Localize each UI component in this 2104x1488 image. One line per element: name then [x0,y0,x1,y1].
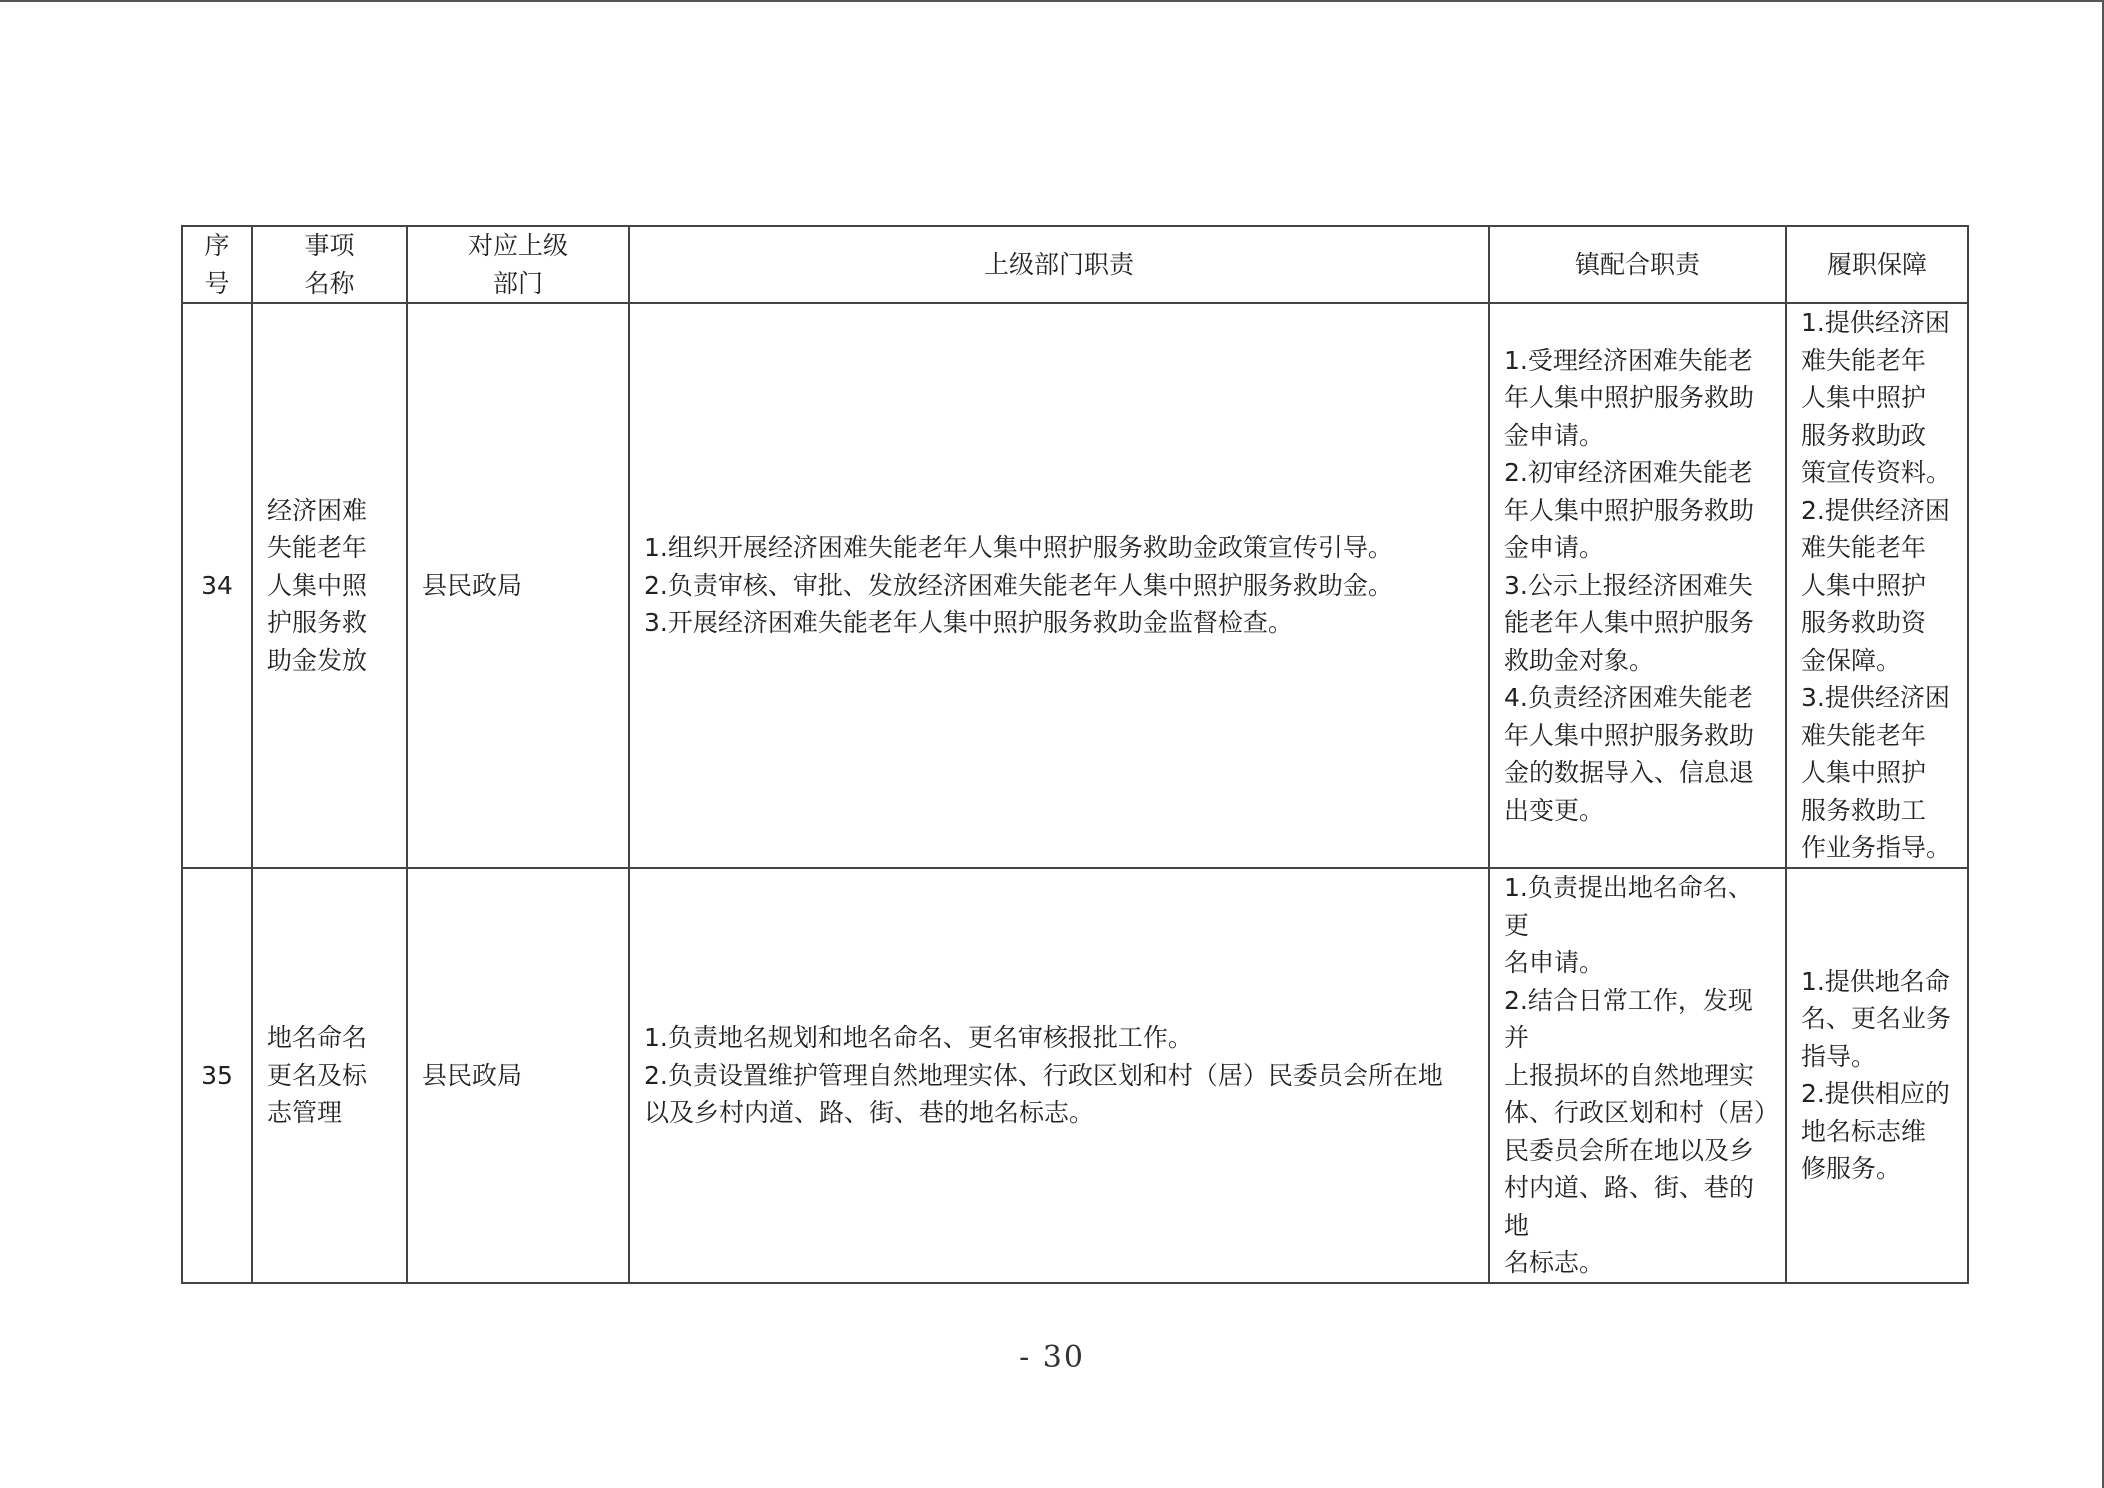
table-row [182,303,1968,868]
upper-duty-cell: 1.组织开展经济困难失能老年人集中照护服务救助金政策宣传引导。 2.负责审核、审批、发放经济困难失能老年人集中照护服务救助金。 3.开展经济困难失能老年人集中照护服务救助金监督检查。 [629,303,1489,868]
seq-cell: 34 [182,303,252,868]
duty-table [181,225,1969,1284]
town-duty-cell: 1.负责提出地名命名、更 名申请。 2.结合日常工作，发现并 上报损坏的自然地理实 体、行政区划和村（居） 民委员会所在地以及乡 村内道、路、街、巷的地 名标志。 [1489,868,1786,1283]
table-row [182,868,1968,1283]
header-name: 事项 名称 [252,226,407,303]
header-row [182,226,1968,303]
header-guarantee: 履职保障 [1786,226,1968,303]
upper-duty-cell: 1.负责地名规划和地名命名、更名审核报批工作。 2.负责设置维护管理自然地理实体、行政区划和村（居）民委员会所在地 以及乡村内道、路、街、巷的地名标志。 [629,868,1489,1283]
item-name-cell: 经济困难 失能老年 人集中照 护服务救 助金发放 [252,303,407,868]
guarantee-cell: 1.提供经济困 难失能老年 人集中照护 服务救助政 策宣传资料。 2.提供经济困 难失能老年 人集中照护 服务救助资 金保障。 3.提供经济困 难失能老年 人集中照护 服务救助工 作业务指导。 [1786,303,1968,868]
dept-cell: 县民政局 [407,868,629,1283]
page-number: - 30 [1019,1340,1085,1375]
town-duty-cell: 1.受理经济困难失能老 年人集中照护服务救助 金申请。 2.初审经济困难失能老 年人集中照护服务救助 金申请。 3.公示上报经济困难失 能老年人集中照护服务 救助金对象。 4.负责经济困难失能老 年人集中照护服务救助 金的数据导入、信息退 出变更。 [1489,303,1786,868]
header-town-duty: 镇配合职责 [1489,226,1786,303]
header-seq: 序 号 [182,226,252,303]
header-upper-duty: 上级部门职责 [629,226,1489,303]
seq-cell: 35 [182,868,252,1283]
guarantee-cell: 1.提供地名命 名、更名业务 指导。 2.提供相应的 地名标志维 修服务。 [1786,868,1968,1283]
item-name-cell: 地名命名 更名及标 志管理 [252,868,407,1283]
dept-cell: 县民政局 [407,303,629,868]
header-dept: 对应上级 部门 [407,226,629,303]
